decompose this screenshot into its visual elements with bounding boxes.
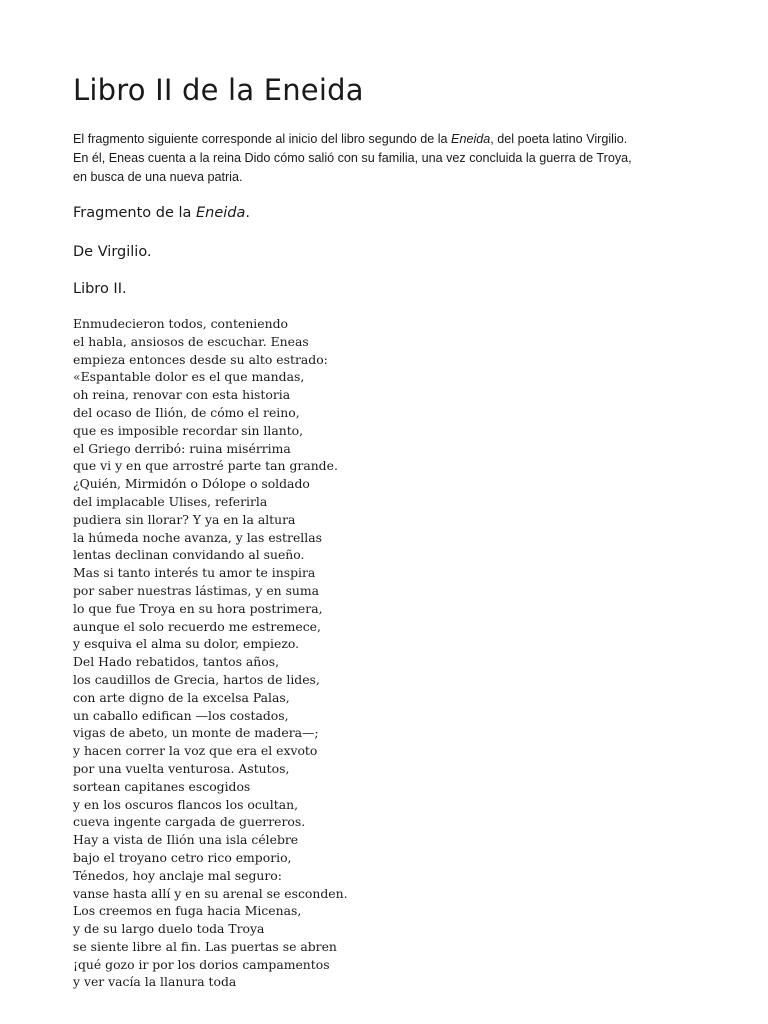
poem-line: oh reina, renovar con esta historia bbox=[73, 387, 291, 403]
poem-line: empieza entonces desde su alto estrado: bbox=[73, 351, 328, 367]
intro-line-1-end: , del poeta latino Virgilio. bbox=[490, 132, 628, 146]
poem-line: Hay a vista de Ilión una isla célebre bbox=[73, 832, 299, 848]
poem-line: Del Hado rebatidos, tantos años, bbox=[73, 654, 280, 670]
poem-line: los caudillos de Grecia, hartos de lides, bbox=[73, 671, 320, 687]
poem-line: por una vuelta venturosa. Astutos, bbox=[73, 760, 290, 776]
poem-line: cueva ingente cargada de guerreros. bbox=[73, 814, 306, 830]
intro-line-3: en busca de una nueva patria. bbox=[73, 170, 243, 184]
poem-line: y hacen correr la voz que era el exvoto bbox=[73, 743, 318, 759]
poem-line: se siente libre al fin. Las puertas se abren bbox=[73, 938, 337, 954]
poem-line: del implacable Ulises, referirla bbox=[73, 493, 268, 509]
poem-line: Enmudecieron todos, conteniendo bbox=[73, 316, 288, 331]
poem-line: vanse hasta allí y en su arenal se esconden. bbox=[73, 885, 348, 901]
poem-line: del ocaso de Ilión, de cómo el reino, bbox=[73, 404, 300, 420]
poem-line: el habla, ansiosos de escuchar. Eneas bbox=[73, 333, 309, 349]
poem-line: el Griego derribó: ruina misérrima bbox=[73, 440, 291, 456]
poem-line: Ténedos, hoy anclaje mal seguro: bbox=[73, 867, 282, 883]
poem-line: aunque el solo recuerdo me estremece, bbox=[73, 618, 321, 634]
intro-line-1-text: El fragmento siguiente corresponde al inicio del libro segundo de la bbox=[73, 132, 452, 146]
author-heading: De Virgilio. bbox=[73, 244, 152, 260]
poem-line: con arte digno de la excelsa Palas, bbox=[73, 689, 290, 705]
poem-line: lo que fue Troya en su hora postrimera, bbox=[73, 600, 323, 616]
poem-line: ¿Quién, Mirmidón o Dólope o soldado bbox=[73, 476, 310, 492]
fragment-heading-work: Eneida bbox=[196, 205, 246, 221]
fragment-heading-prefix: Fragmento de la bbox=[73, 205, 196, 221]
poem-line: que es imposible recordar sin llanto, bbox=[73, 422, 304, 438]
poem-line: y ver vacía la llanura toda bbox=[73, 974, 237, 990]
poem-text bbox=[73, 315, 348, 991]
poem-line: por saber nuestras lástimas, y en suma bbox=[73, 582, 320, 598]
poem-line: sortean capitanes escogidos bbox=[73, 778, 251, 794]
intro-line-2: En él, Eneas cuenta a la reina Dido cómo salió con su familia, una vez concluida la guerra de Troya, bbox=[73, 151, 632, 165]
poem-line: vigas de abeto, un monte de madera—; bbox=[73, 725, 319, 741]
poem-line: y esquiva el alma su dolor, empiezo. bbox=[73, 636, 300, 652]
book-heading: Libro II. bbox=[73, 281, 127, 297]
poem-line: bajo el troyano cetro rico emporio, bbox=[73, 849, 292, 865]
page-title: Libro II de la Eneida bbox=[73, 73, 364, 107]
poem-line: que vi y en que arrostré parte tan grande. bbox=[73, 458, 338, 474]
poem-line: Mas si tanto interés tu amor te inspira bbox=[73, 565, 316, 581]
fragment-heading-suffix: . bbox=[245, 205, 250, 221]
poem-line: pudiera sin llorar? Y ya en la altura bbox=[73, 511, 296, 527]
poem-line: la húmeda noche avanza, y las estrellas bbox=[73, 529, 322, 545]
poem-line: un caballo edifican —los costados, bbox=[73, 707, 289, 723]
fragment-heading bbox=[73, 203, 250, 223]
poem-line: y de su largo duelo toda Troya bbox=[73, 921, 265, 937]
poem-line: ¡qué gozo ir por los dorios campamentos bbox=[73, 956, 330, 972]
intro-work-title: Eneida bbox=[451, 132, 491, 146]
intro-line-1 bbox=[73, 130, 673, 149]
poem-line: «Espantable dolor es el que mandas, bbox=[73, 369, 305, 385]
poem-line: y en los oscuros flancos los ocultan, bbox=[73, 796, 299, 812]
poem-line: Los creemos en fuga hacia Micenas, bbox=[73, 903, 302, 919]
intro-paragraph bbox=[73, 130, 673, 187]
poem-line: lentas declinan convidando al sueño. bbox=[73, 547, 305, 563]
